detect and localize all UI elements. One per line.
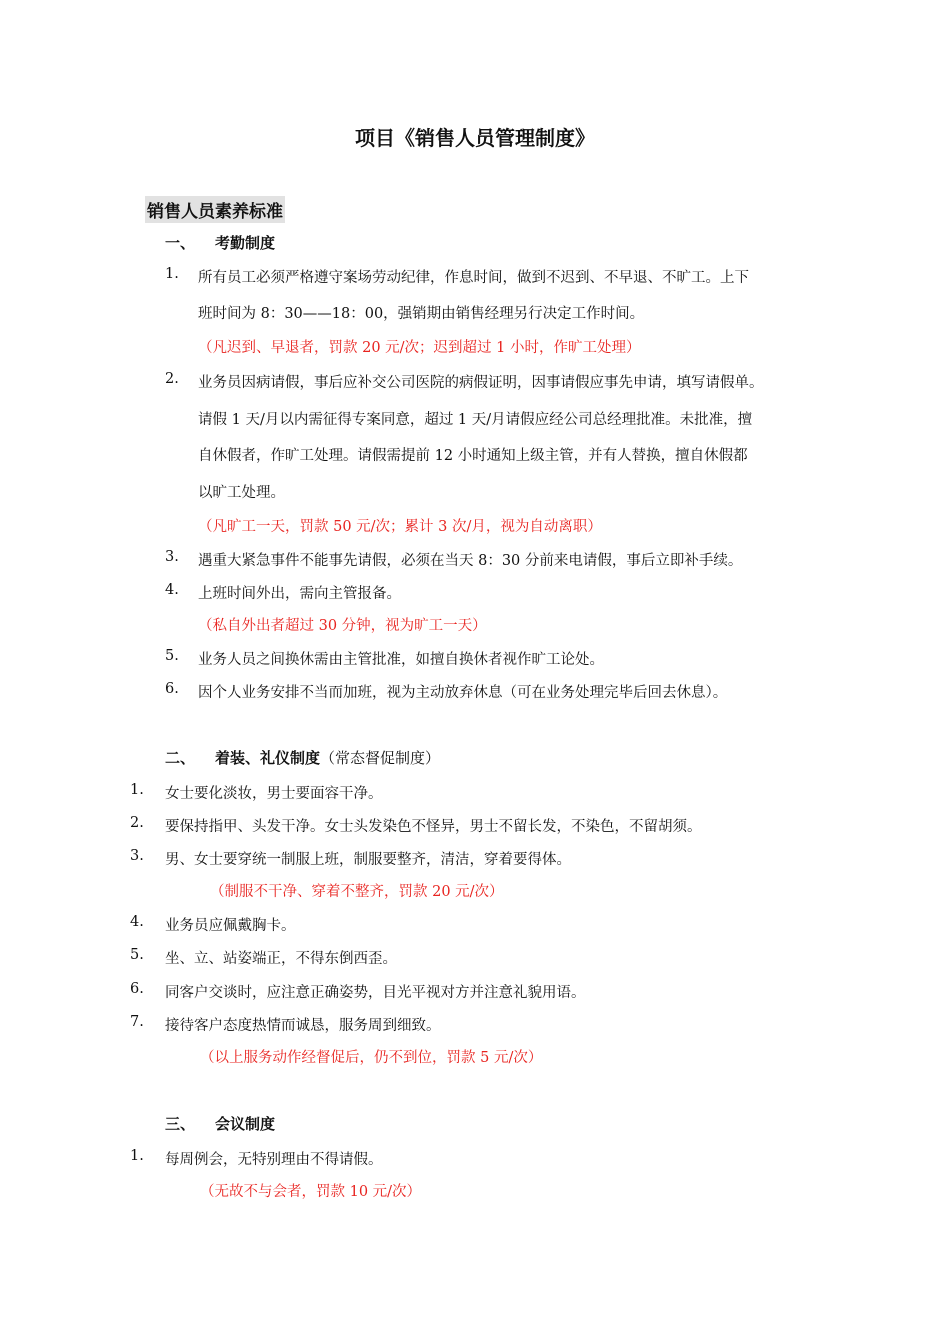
item-number: 1. bbox=[165, 266, 179, 282]
item-number: 2. bbox=[165, 371, 179, 387]
section-3-heading bbox=[165, 1113, 275, 1134]
item-number: 6. bbox=[130, 981, 144, 997]
item-text-line: 男、女士要穿统一制服上班，制服要整齐，清洁，穿着要得体。 bbox=[165, 852, 571, 868]
item-text-line: 班时间为 8：30——18：00，强销期由销售经理另行决定工作时间。 bbox=[198, 306, 645, 322]
section-3-number: 三、 bbox=[165, 1115, 196, 1133]
item-text-line: 请假 1 天/月以内需征得专案同意，超过 1 天/月请假应经公司总经理批准。未批准，擅 bbox=[198, 412, 753, 428]
item-number: 5. bbox=[165, 648, 179, 664]
item-text-line: 业务人员之间换休需由主管批准，如擅自换休者视作旷工论处。 bbox=[198, 652, 604, 668]
penalty-note: （以上服务动作经督促后，仍不到位，罚款 5 元/次） bbox=[200, 1050, 543, 1066]
item-text-line: 每周例会，无特别理由不得请假。 bbox=[165, 1152, 383, 1168]
item-number: 3. bbox=[130, 848, 144, 864]
section-1-heading bbox=[165, 232, 275, 253]
item-number: 3. bbox=[165, 549, 179, 565]
section-2-heading bbox=[165, 747, 440, 768]
main-heading: 销售人员素养标准 bbox=[145, 196, 285, 223]
section-1-title: 考勤制度 bbox=[215, 234, 276, 252]
penalty-note: （凡迟到、早退者，罚款 20 元/次；迟到超过 1 小时，作旷工处理） bbox=[198, 340, 641, 356]
item-text-line: 同客户交谈时，应注意正确姿势，目光平视对方并注意礼貌用语。 bbox=[165, 985, 586, 1001]
item-text-line: 业务员因病请假，事后应补交公司医院的病假证明，因事请假应事先申请，填写请假单。 bbox=[198, 375, 764, 391]
item-text-line: 女士要化淡妆，男士要面容干净。 bbox=[165, 786, 383, 802]
penalty-note: （无故不与会者，罚款 10 元/次） bbox=[200, 1184, 422, 1200]
item-number: 2. bbox=[130, 815, 144, 831]
document-title: 项目《销售人员管理制度》 bbox=[355, 126, 595, 150]
item-text-line: 所有员工必须严格遵守案场劳动纪律，作息时间，做到不迟到、不早退、不旷工。上下 bbox=[198, 270, 749, 286]
item-number: 5. bbox=[130, 947, 144, 963]
item-number: 6. bbox=[165, 681, 179, 697]
section-2-note: （常态督促制度） bbox=[320, 749, 441, 767]
item-text-line: 遇重大紧急事件不能事先请假，必须在当天 8：30 分前来电请假，事后立即补手续。 bbox=[198, 553, 743, 569]
item-text-line: 坐、立、站姿端正，不得东倒西歪。 bbox=[165, 951, 397, 967]
penalty-note: （私自外出者超过 30 分钟，视为旷工一天） bbox=[198, 618, 487, 634]
item-text-line: 上班时间外出，需向主管报备。 bbox=[198, 586, 401, 602]
item-number: 1. bbox=[130, 782, 144, 798]
item-text-line: 要保持指甲、头发干净。女士头发染色不怪异，男士不留长发，不染色，不留胡须。 bbox=[165, 819, 702, 835]
item-number: 7. bbox=[130, 1014, 144, 1030]
penalty-note: （制服不干净、穿着不整齐，罚款 20 元/次） bbox=[210, 884, 504, 900]
item-text-line: 以旷工处理。 bbox=[198, 485, 285, 501]
section-1-number: 一、 bbox=[165, 234, 196, 252]
section-3-title: 会议制度 bbox=[215, 1115, 276, 1133]
item-text-line: 业务员应佩戴胸卡。 bbox=[165, 918, 296, 934]
item-number: 4. bbox=[130, 914, 144, 930]
item-text-line: 接待客户态度热情而诚恳，服务周到细致。 bbox=[165, 1018, 441, 1034]
penalty-note: （凡旷工一天，罚款 50 元/次；累计 3 次/月，视为自动离职） bbox=[198, 519, 602, 535]
item-number: 4. bbox=[165, 582, 179, 598]
section-2-title: 着装、礼仪制度 bbox=[215, 749, 321, 767]
item-number: 1. bbox=[130, 1148, 144, 1164]
item-text-line: 自休假者，作旷工处理。请假需提前 12 小时通知上级主管，并有人替换，擅自休假都 bbox=[198, 448, 748, 464]
section-2-number: 二、 bbox=[165, 749, 196, 767]
item-text-line: 因个人业务安排不当而加班，视为主动放弃休息（可在业务处理完毕后回去休息）。 bbox=[198, 685, 728, 701]
